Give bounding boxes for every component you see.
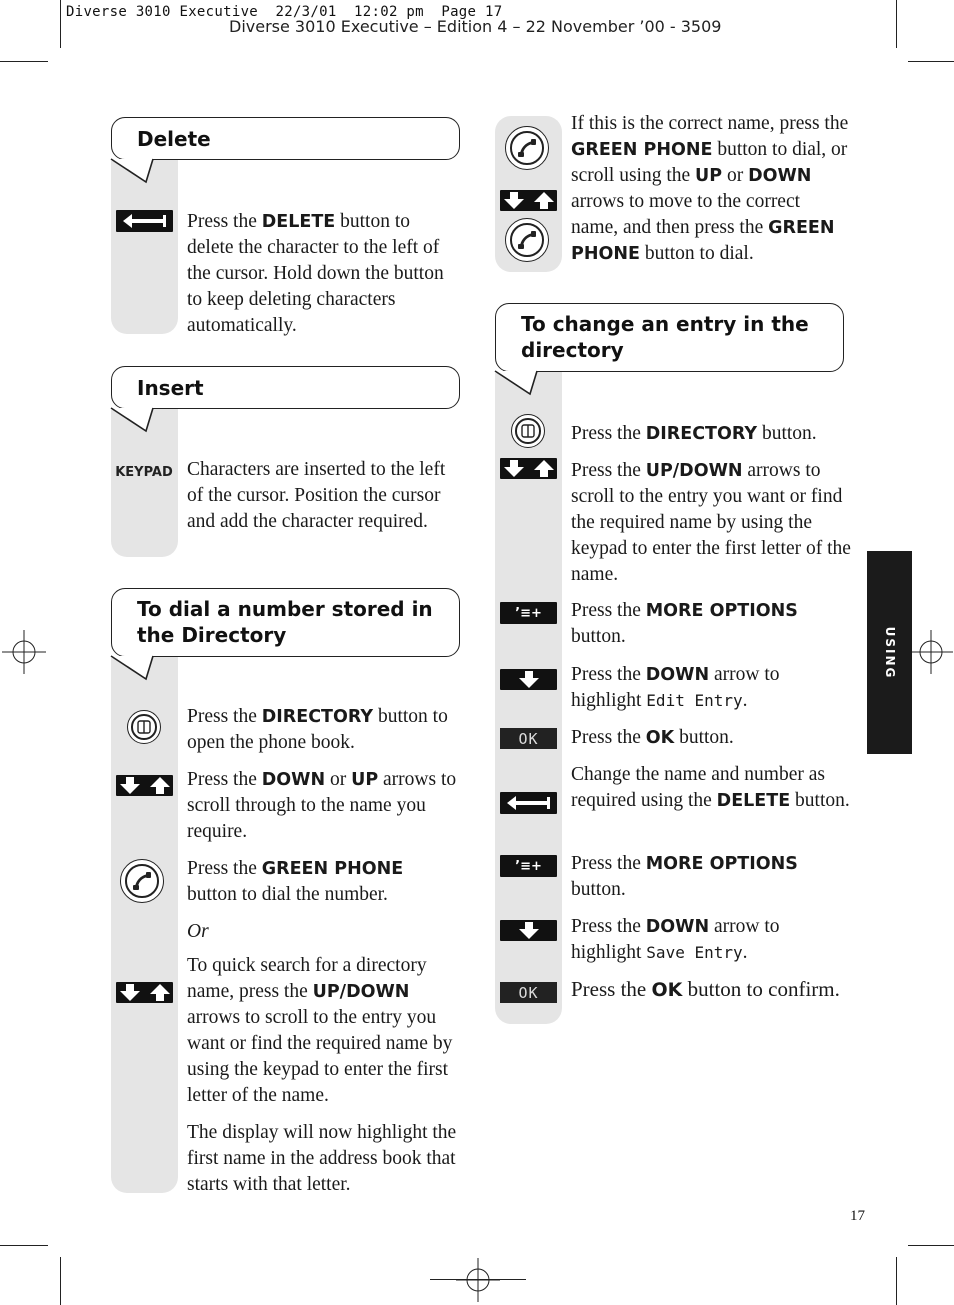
- dial-callout: [111, 588, 460, 657]
- callout-pointer: [110, 656, 154, 682]
- change-step-scroll: Press the UP/DOWN arrows to scroll to the entry you want or find the required name by using the keypad to enter the first letter of the name.: [571, 460, 851, 585]
- print-slug: Diverse 3010 Executive 22/3/01 12:02 pm Page 17: [66, 4, 503, 20]
- crop-mark: [896, 0, 897, 48]
- section-side-tab: [867, 551, 912, 754]
- change-step-confirm: Press the OK button to confirm.: [571, 977, 840, 1001]
- crop-mark: [60, 0, 61, 48]
- edition-line: Diverse 3010 Executive – Edition 4 – 22 November ’00 - 3509: [229, 17, 722, 36]
- change-step-more-options-2: Press the MORE OPTIONS button.: [571, 853, 798, 900]
- change-step-edit-entry: Press the DOWN arrow to highlight Edit Entry.: [571, 664, 780, 711]
- insert-callout: [111, 366, 460, 409]
- instruction-bar: [111, 160, 178, 334]
- up-down-arrows-icon: [116, 982, 173, 1003]
- side-tab-label: USING: [882, 626, 897, 679]
- crop-mark: [0, 61, 48, 62]
- registration-mark-icon: [909, 630, 953, 674]
- crop-mark: [0, 1245, 48, 1246]
- directory-button-icon: [127, 710, 161, 744]
- green-phone-button-icon: [120, 859, 164, 903]
- callout-pointer: [494, 371, 538, 397]
- down-arrow-key-icon: [500, 669, 557, 690]
- change-step-edit-name: Change the name and number as required using the DELETE button.: [571, 764, 850, 811]
- delete-instruction: Press the DELETE button to delete the character to the left of the cursor. Hold down the button to keep deleting characters automatically.: [187, 211, 444, 336]
- crop-mark: [896, 1257, 897, 1305]
- more-options-key-icon: ’≡+: [500, 855, 557, 877]
- down-arrow-key-icon: [500, 920, 557, 941]
- crop-mark: [60, 1257, 61, 1305]
- change-step-ok: Press the OK button.: [571, 727, 734, 748]
- directory-button-icon: [511, 414, 545, 448]
- section-title: To dial a number stored in the Directory: [137, 597, 433, 647]
- dial-step-highlight-note: The display will now highlight the first name in the address book that starts with that letter.: [187, 1122, 457, 1195]
- callout-pointer: [110, 408, 154, 434]
- insert-instruction: Characters are inserted to the left of the cursor. Position the cursor and add the character required.: [187, 459, 446, 532]
- change-step-directory: Press the DIRECTORY button.: [571, 423, 817, 444]
- crop-mark: [430, 1279, 526, 1280]
- section-title: Delete: [137, 127, 211, 151]
- up-down-arrows-icon: [500, 190, 557, 211]
- change-step-save-entry: Press the DOWN arrow to highlight Save Entry.: [571, 916, 780, 963]
- section-title: To change an entry in the directory: [521, 312, 809, 362]
- ok-key-icon: OK: [500, 982, 557, 1003]
- dial-step-directory: Press the DIRECTORY button to open the phone book.: [187, 706, 448, 753]
- more-options-key-icon: ’≡+: [500, 602, 557, 624]
- correct-name-instruction: If this is the correct name, press the GREEN PHONE button to dial, or scroll using the UP or DOWN arrows to move to the correct name, and then press the GREEN PHONE button to dial.: [571, 113, 849, 264]
- registration-mark-icon: [2, 630, 46, 674]
- green-phone-button-icon: [505, 126, 549, 170]
- section-title: Insert: [137, 376, 204, 400]
- dial-step-scroll: Press the DOWN or UP arrows to scroll through to the name you require.: [187, 769, 457, 842]
- crop-mark: [908, 61, 954, 62]
- keypad-label: KEYPAD: [115, 464, 173, 480]
- page-number: 17: [850, 1208, 865, 1224]
- registration-mark-icon: [456, 1258, 500, 1302]
- up-down-arrows-icon: [116, 775, 173, 796]
- dial-step-green-phone: Press the GREEN PHONE button to dial the number.: [187, 858, 404, 905]
- up-down-arrows-icon: [500, 458, 557, 479]
- change-entry-callout: [495, 303, 844, 372]
- ok-key-icon: OK: [500, 728, 557, 749]
- green-phone-button-icon: [505, 218, 549, 262]
- change-step-more-options: Press the MORE OPTIONS button.: [571, 600, 798, 647]
- delete-key-icon: [116, 210, 173, 232]
- crop-mark: [908, 1245, 954, 1246]
- callout-pointer: [110, 159, 154, 185]
- dial-step-quick-search: To quick search for a directory name, press the UP/DOWN arrows to scroll to the entry you want or find the required name by using the keypad to enter the first letter of the name.: [187, 955, 453, 1106]
- dial-or: Or: [187, 921, 209, 942]
- delete-key-icon: [500, 792, 557, 814]
- delete-callout: [111, 117, 460, 160]
